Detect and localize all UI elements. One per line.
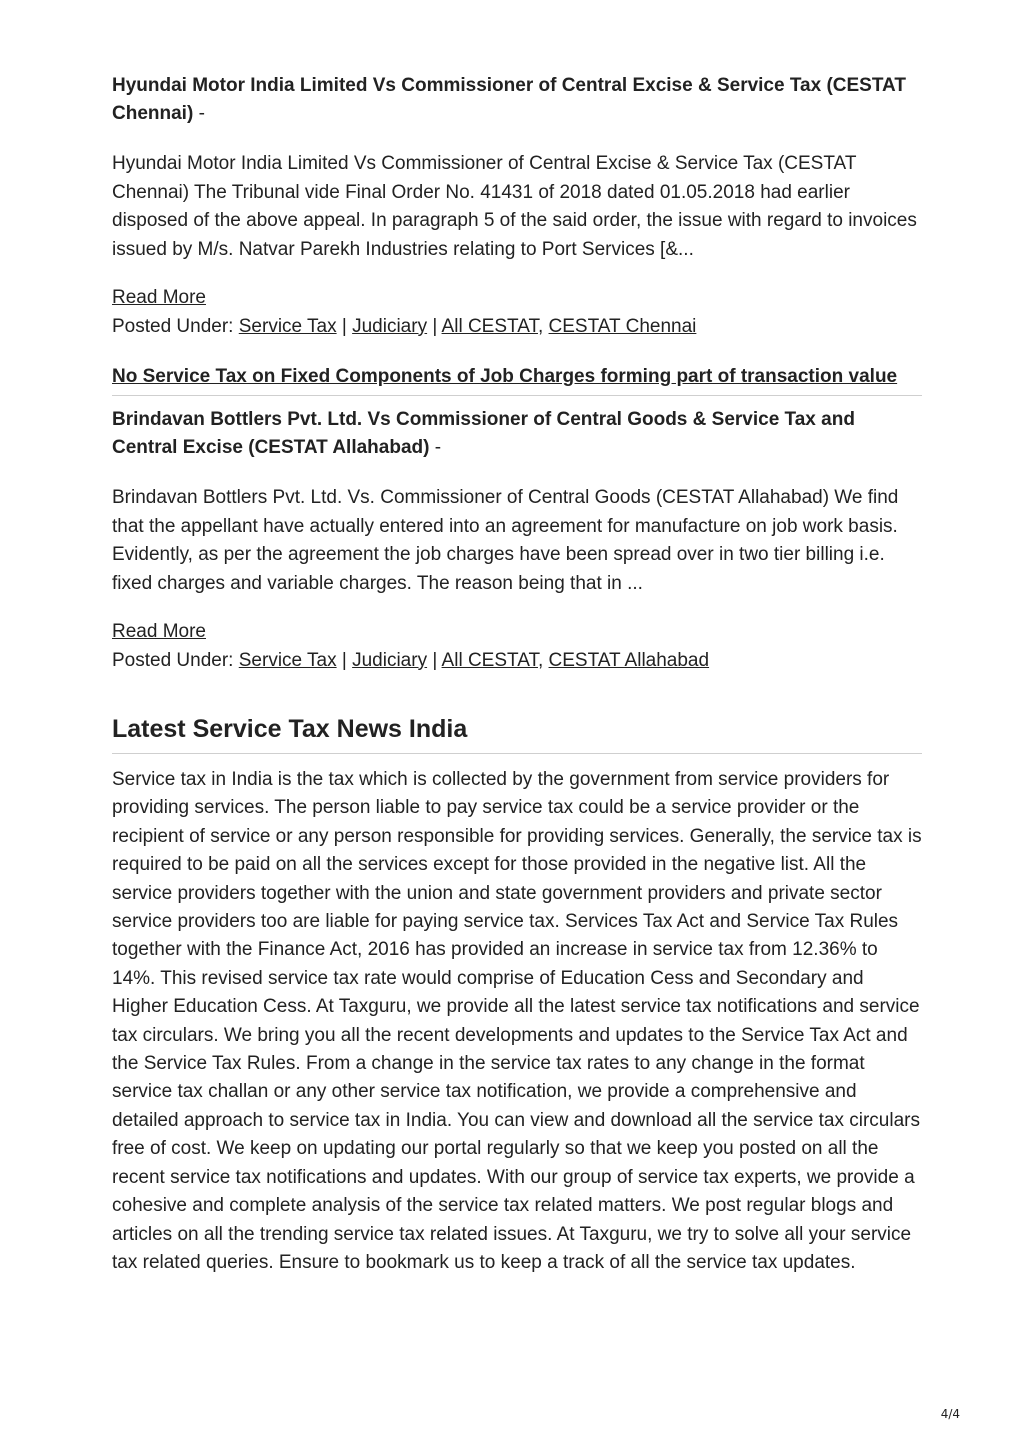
category-link-service-tax[interactable]: Service Tax [238,649,337,671]
case-title [112,72,922,128]
title-dash: - [198,103,205,124]
posted-under-label: Posted Under: [112,649,234,671]
read-more-link[interactable]: Read More [112,287,206,308]
article [112,365,922,675]
article-meta [112,618,922,675]
read-more-link[interactable]: Read More [112,621,206,642]
page-number: 4/4 [940,1407,960,1421]
case-title-text: Hyundai Motor India Limited Vs Commissioner of Central Excise & Service Tax (CESTAT Chennai) [112,75,906,124]
category-link-judiciary[interactable]: Judiciary [352,315,428,337]
category-link-cestat-allahabad[interactable]: CESTAT Allahabad [548,649,710,671]
category-link-service-tax[interactable]: Service Tax [238,315,337,337]
category-link-all-cestat[interactable]: All CESTAT [441,315,538,337]
article [112,72,922,341]
section-heading: Latest Service Tax News India [112,713,922,754]
section-body: Service tax in India is the tax which is collected by the government from service providers for providing services. The person liable to pay service tax could be a service provider or the recipient of service or any person responsible for providing services. Generally, the service tax is required to be paid on all the services except for those provided in the negative list. All the service providers together with the union and state government providers and private sector service providers too are liable for paying service tax. Services Tax Act and Service Tax Rules together with the Finance Act, 2016 has provided an increase in service tax from 12.36% to 14%. This revised service tax rate would comprise of Education Cess and Secondary and Higher Education Cess. At Taxguru, we provide all the latest service tax notifications and service tax circulars. We bring you all the recent developments and updates to the Service Tax Act and the Service Tax Rules. From a change in the service tax rates to any change in the format service tax challan or any other service tax notification, we provide a comprehensive and detailed approach to service tax in India. You can view and download all the service tax circulars free of cost. We keep on updating our portal regularly so that we keep you posted on all the recent service tax notifications and updates. With our group of service tax experts, we provide a cohesive and complete analysis of the service tax related matters. We post regular blogs and articles on all the trending service tax related issues. At Taxguru, we try to solve all your service tax related queries. Ensure to bookmark us to keep a track of all the service tax updates. [112,769,922,1273]
separator: | [432,649,438,671]
separator: | [432,315,438,337]
posted-under [112,647,922,676]
case-title [112,406,922,462]
article-excerpt: Hyundai Motor India Limited Vs Commissioner of Central Excise & Service Tax (CESTAT Chennai) The Tribunal vide Final Order No. 41431 of 2018 dated 01.05.2018 had earlier disposed of the above appeal. In paragraph 5 of the said order, the issue with regard to invoices issued by M/s. Natvar Parekh Industries relating to Port Services [&... [112,153,917,260]
separator: , [537,649,544,671]
posted-under [112,313,922,342]
post-title-link[interactable]: No Service Tax on Fixed Components of Job Charges forming part of transaction value [112,365,922,396]
posted-under-label: Posted Under: [112,315,234,337]
separator: | [341,649,347,671]
page-content [112,72,922,1277]
separator: , [537,315,544,337]
article-excerpt: Brindavan Bottlers Pvt. Ltd. Vs. Commissioner of Central Goods (CESTAT Allahabad) We find that the appellant have actually entered into an agreement for manufacture on job work basis. Evidently, as per the agreement the job charges have been spread over in two tier billing i.e. fixed charges and variable charges. The reason being that in ... [112,487,899,594]
category-link-all-cestat[interactable]: All CESTAT [441,649,538,671]
category-link-cestat-chennai[interactable]: CESTAT Chennai [548,315,697,337]
title-dash: - [434,437,442,458]
category-link-judiciary[interactable]: Judiciary [352,649,428,671]
case-title-text: Brindavan Bottlers Pvt. Ltd. Vs Commissioner of Central Goods & Service Tax and Central Excise (CESTAT Allahabad) [112,409,855,458]
separator: | [341,315,347,337]
article-meta [112,284,922,341]
